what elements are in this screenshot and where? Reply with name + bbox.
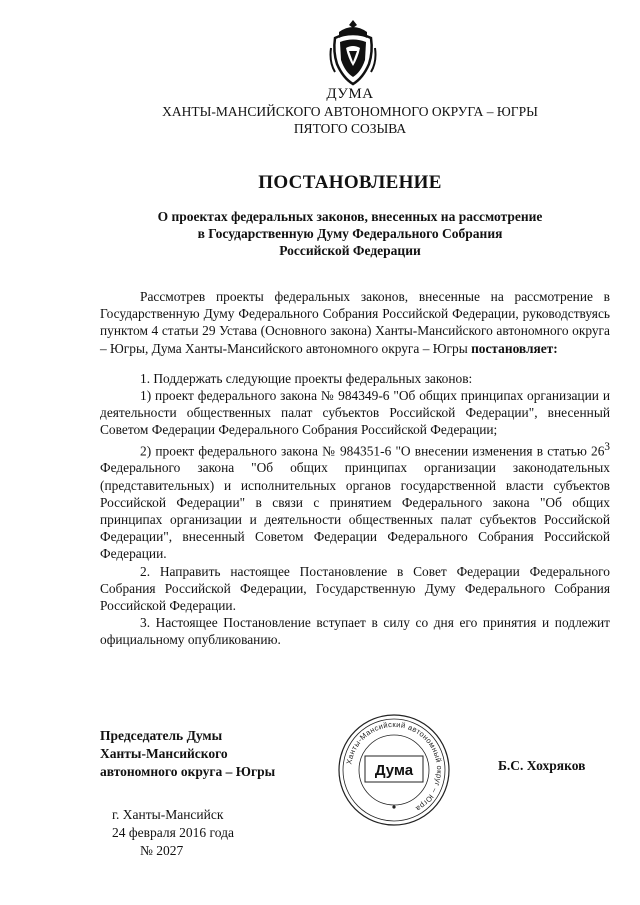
preamble-paragraph (100, 288, 610, 357)
document-type: ПОСТАНОВЛЕНИЕ (258, 172, 442, 193)
official-seal (337, 713, 451, 827)
subject-line: Российской Федерации (279, 243, 421, 258)
okrug-name: ХАНТЫ-МАНСИЙСКОГО АВТОНОМНОГО ОКРУГА – ЮГРЫ (162, 104, 538, 119)
document-subject (100, 208, 600, 259)
org-name: ДУМА (326, 86, 374, 102)
clause-1-1: 1) проект федерального закона № 984349-6 "Об общих принципах организации и деятельности общественных палат субъектов Российской Федерации", внесенный Советом Федерации Федерального Собрания Российской Федерации; (100, 388, 610, 438)
signatory-title-line: Председатель Думы (100, 728, 223, 743)
article-superscript: 3 (604, 440, 610, 453)
clause-1-2 (100, 439, 610, 563)
signatory-title-line: Ханты-Мансийского (100, 746, 228, 761)
signatory-title (100, 727, 330, 781)
seal-center-text: Дума (374, 762, 414, 779)
signatory-name: Б.С. Хохряков (498, 758, 586, 773)
preamble-text: Рассмотрев проекты федеральных законов, внесенные на рассмотрение в Государственную Думу Федерального Собрания Российской Федерации, руководствуясь пунктом 4 статьи 29 Устава (Основного закона) Ханты-Мансийского автономного округа – Югры, Дума Ханты-Мансийского автономного округа – Югры (100, 289, 610, 356)
place-date-number (112, 806, 312, 860)
subject-line: О проектах федеральных законов, внесенных на рассмотрение (157, 209, 543, 224)
document-body (100, 288, 610, 649)
document-number: № 2027 (140, 843, 184, 858)
resolves-word: постановляет: (471, 340, 558, 356)
clause-1-2-end: Федерального закона "Об общих принципах организации законодательных (представительных) и исполнительных органов государственной власти субъектов Российской Федерации" в связи с принятием Федерального закона "Об общих принципах организации и деятельности общественных палат субъектов Российской Федерации", внесенный Советом Федерации Федерального Собрания Российской Федерации. (100, 460, 610, 562)
coat-of-arms-emblem (329, 18, 377, 88)
seal-ring-text: Ханты-Мансийский автономный округ – Югра (344, 719, 445, 814)
place-city: г. Ханты-Мансийск (112, 807, 224, 822)
signatory-title-line: автономного округа – Югры (100, 764, 276, 779)
subject-line: в Государственную Думу Федерального Собрания (197, 226, 503, 241)
clause-2: 2. Направить настоящее Постановление в Совет Федерации Федерального Собрания Российской Федерации, Государственную Думу Федерального Собрания Российской Федерации. (100, 563, 610, 613)
adoption-date: 24 февраля 2016 года (112, 825, 234, 840)
clause-3: 3. Настоящее Постановление вступает в силу со дня его принятия и подлежит официальному опубликованию. (100, 615, 610, 648)
clause-1: 1. Поддержать следующие проекты федеральных законов: (140, 370, 473, 386)
convocation: ПЯТОГО СОЗЫВА (293, 121, 407, 136)
clause-1-2-start: 2) проект федерального закона № 984351-6 "О внесении изменения в статью 26 (140, 443, 605, 459)
